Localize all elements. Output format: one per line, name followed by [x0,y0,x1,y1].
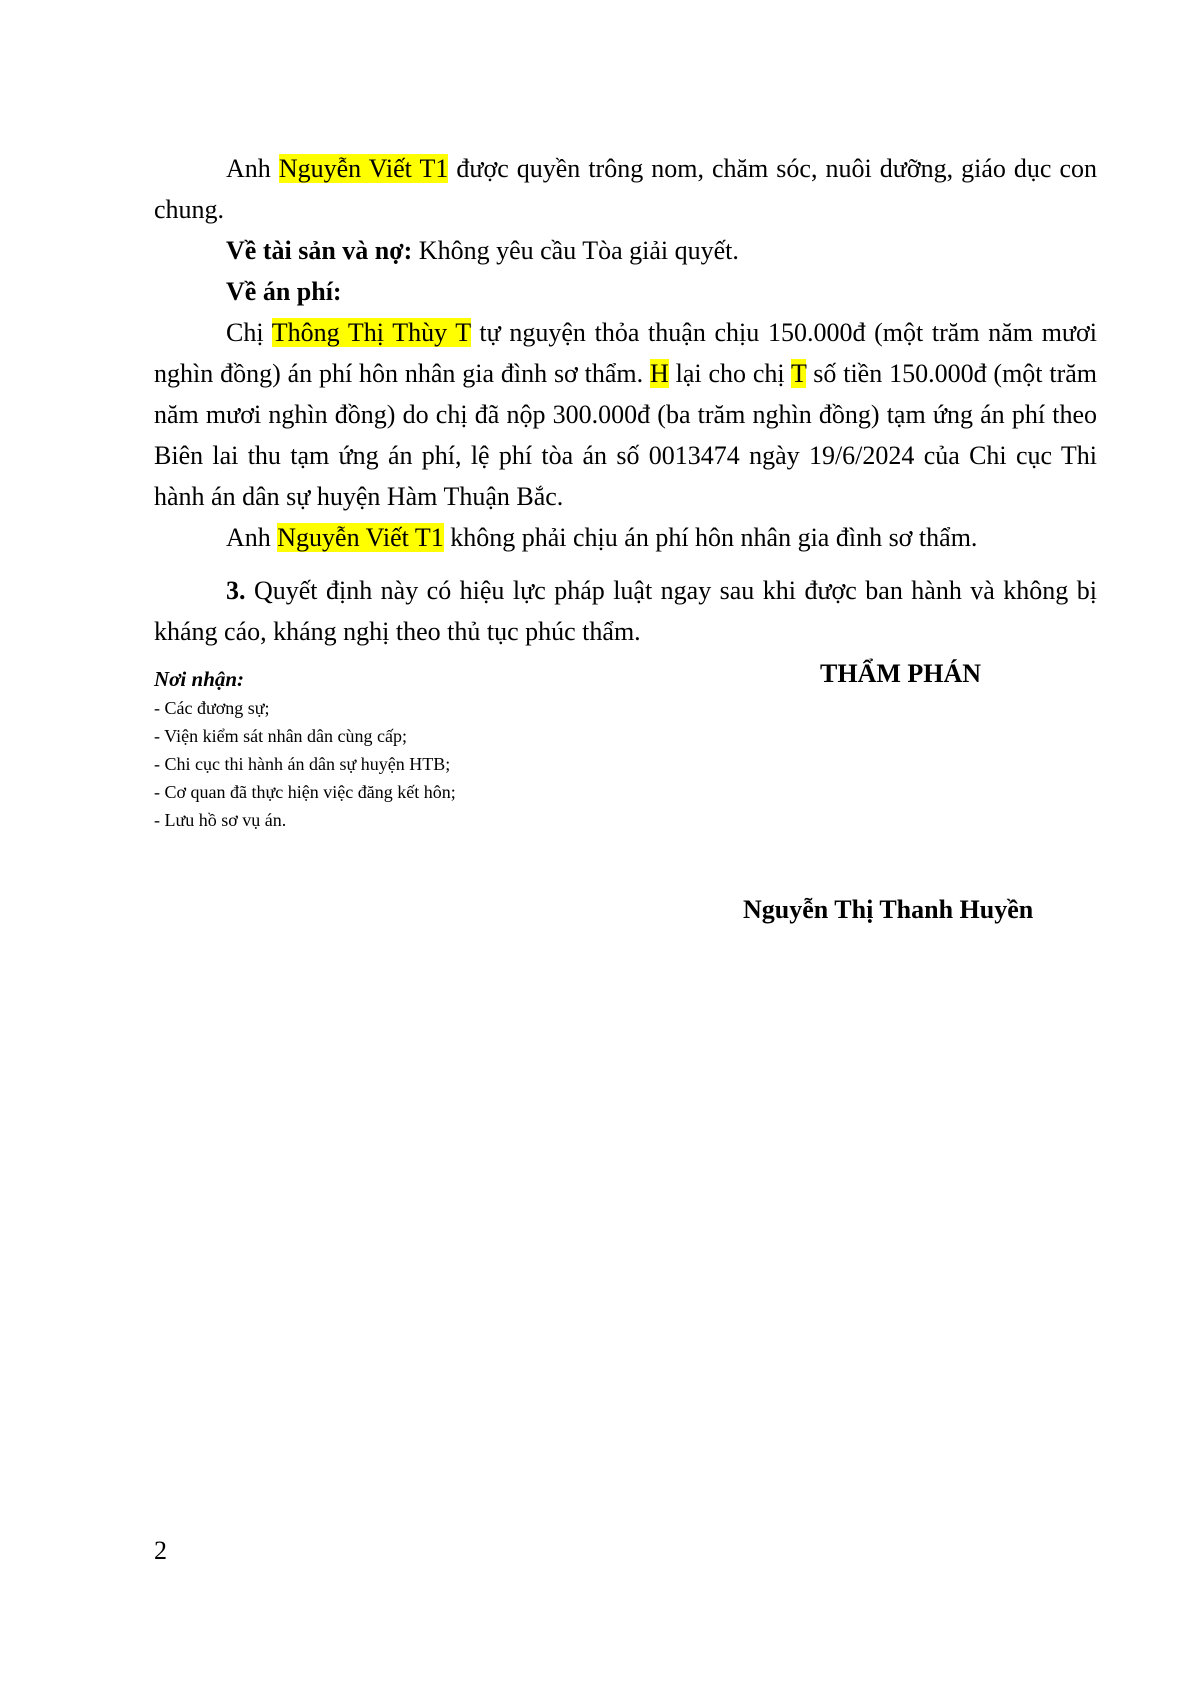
signature-title: THẨM PHÁN [820,659,982,688]
item-number: 3. [226,576,246,605]
text-run: lại cho chị [668,359,791,388]
highlighted-name: T [791,359,807,388]
paragraph-custody [154,148,1097,230]
paragraph-property [154,230,1097,271]
recipients-block [154,664,674,834]
paragraph-fees-heading [154,271,1097,312]
recipients-list [154,694,674,834]
highlighted-name: Nguyễn Viết T1 [277,523,444,552]
text-run: số tiền 150.000đ (một trăm năm mươi nghìn đồng) do chị đã nộp 300.000đ (ba trăm nghìn đồng) tạm ứng án phí theo Biên lai thu tạm ứng án phí, lệ phí tòa án số 0013474 ngày 19/6/2024 của Chi cục Thi hành án dân sự huyện Hàm Thuận Bắc. [154,359,1098,511]
page-number: 2 [154,1536,167,1565]
text-run: không phải chịu án phí hôn nhân gia đình sơ thẩm. [443,523,978,552]
recipients-title: Nơi nhận: [154,667,245,691]
paragraph-effect [154,570,1097,652]
text-run: Chị [226,318,272,347]
list-item: - Viện kiểm sát nhân dân cùng cấp; [154,726,408,746]
section-heading: Về án phí: [226,277,342,306]
signature-name: Nguyễn Thị Thanh Huyền [743,895,1034,924]
list-item: - Chi cục thi hành án dân sự huyện HTB; [154,754,451,774]
text-run: Anh [226,523,278,552]
paragraph-exemption [154,517,1097,558]
highlighted-name: Thông Thị Thùy T [271,318,471,347]
text-run: Không yêu cầu Tòa giải quyết. [412,236,739,265]
text-run: tự nguyện thỏa thuận chịu 150.000đ (một trăm năm mươi nghìn đồng) án phí hôn nhân gia đình sơ thẩm. [154,318,1097,388]
text-run: được quyền trông nom, chăm sóc, nuôi dưỡng, giáo dục con chung. [154,154,1097,224]
decision-body [154,148,1097,652]
highlighted-name: Nguyễn Viết T1 [278,154,449,183]
list-item: - Cơ quan đã thực hiện việc đăng kết hôn; [154,782,456,802]
text-run: Anh [226,154,279,183]
section-heading: Về tài sản và nợ: [226,236,413,265]
text-run: Quyết định này có hiệu lực pháp luật ngay sau khi được ban hành và không bị kháng cáo, kháng nghị theo thủ tục phúc thẩm. [154,576,1097,646]
list-item: - Lưu hồ sơ vụ án. [154,810,287,830]
list-item: - Các đương sự; [154,698,270,718]
highlighted-name: H [650,359,669,388]
paragraph-fees [154,312,1097,517]
